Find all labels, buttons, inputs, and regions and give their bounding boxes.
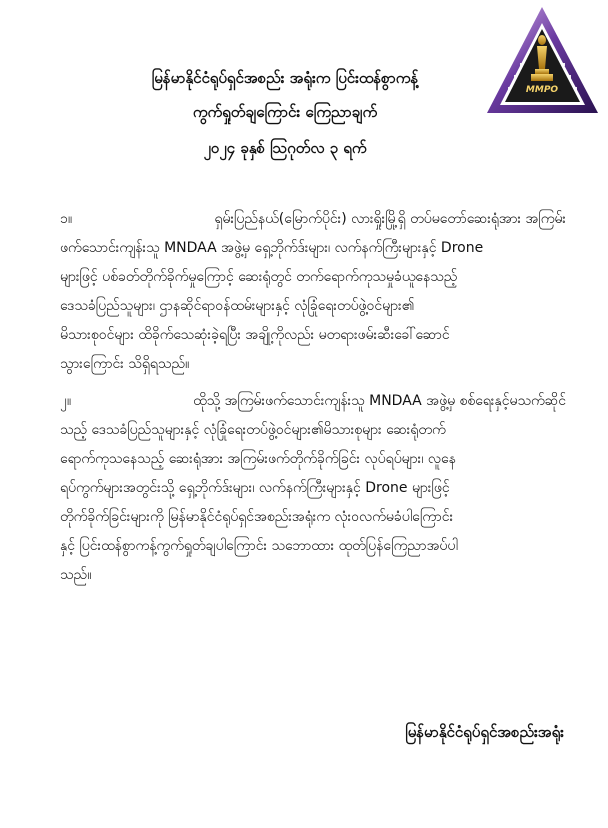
logo-label: MMPO bbox=[525, 85, 559, 95]
paragraph-line: တိုက်ခိုက်ခြင်းများကို မြန်မာနိုင်ငံရုပ်ရှင်အစည်းအရုံးက လုံးဝလက်မခံပါကြောင်း bbox=[60, 509, 454, 525]
signature: မြန်မာနိုင်ငံရုပ်ရှင်အစည်းအရုံး bbox=[405, 723, 564, 741]
mmpo-logo-graphic bbox=[484, 3, 601, 120]
paragraph-2 bbox=[60, 387, 566, 590]
paragraph-line: ဒေသခံပြည်သူများ၊ ဌာနဆိုင်ရာဝန်ထမ်းများနှင့် လုံခြုံရေးတပ်ဖွဲ့ဝင်များ၏ bbox=[60, 298, 415, 314]
paragraph-line: နှင့် ပြင်းထန်စွာကန့်ကွက်ရှုတ်ချပါကြောင်း သဘောထား ထုတ်ပြန်ကြေညာအပ်ပါ bbox=[60, 538, 458, 554]
paragraph-line: သည့် ဒေသခံပြည်သူများနှင့် လုံခြုံရေးတပ်ဖွဲ့ဝင်များ၏မိသားစုများ ဆေးရုံတက် bbox=[60, 422, 446, 438]
paragraph-line: ရောက်ကုသနေသည့် ဆေးရုံအား အကြမ်းဖက်တိုက်ခိုက်ခြင်း လုပ်ရပ်များ၊ လူနေ bbox=[60, 451, 456, 467]
paragraph-line bbox=[60, 387, 566, 416]
heading-line-2: ကွက်ရှုတ်ချကြောင်း ကြေညာချက် bbox=[192, 103, 378, 121]
paragraph-line: သည်။ bbox=[60, 567, 92, 583]
paragraph-line: မိသားစုဝင်များ ထိခိုက်သေဆုံးခဲ့ရပြီး အချို့ကိုလည်း မတရားဖမ်းဆီးခေါ်ဆောင် bbox=[60, 327, 450, 343]
mmpo-logo bbox=[484, 3, 601, 120]
paragraph-line: ရပ်ကွက်များအတွင်းသို့ ရှေ့ဘိုက်ဒ်းများ၊ လက်နက်ကြီးများနှင့် Drone များဖြင့် bbox=[60, 480, 450, 496]
paragraph-line: များဖြင့် ပစ်ခတ်တိုက်ခိုက်မှုကြောင့် ဆေးရုံတွင် တက်ရောက်ကုသမှုခံယူနေသည့် bbox=[60, 269, 458, 285]
paragraph-text: ရှမ်းပြည်နယ်(မြောက်ပိုင်း) လားရှိုးမြို့ရှိ တပ်မတော်ဆေးရုံအား အကြမ်း bbox=[214, 211, 566, 227]
paragraph-number: ၂။ bbox=[60, 393, 72, 409]
paragraph-number: ၁။ bbox=[60, 211, 73, 227]
heading-line-1: မြန်မာနိုင်ငံရုပ်ရှင်အစည်း အရုံးက ပြင်းထန်စွာကန့် bbox=[151, 69, 419, 87]
paragraph-line: သွားကြောင်း သိရှိရသည်။ bbox=[60, 356, 190, 372]
paragraph-line bbox=[60, 205, 566, 234]
paragraph-1 bbox=[60, 205, 566, 379]
paragraph-line: ဖက်သောင်းကျန်းသူ MNDAA အဖွဲ့မှ ရှေ့ဘိုက်ဒ်းများ၊ လက်နက်ကြီးများနှင့် Drone bbox=[60, 240, 484, 256]
paragraph-text: ထိုသို့ အကြမ်းဖက်သောင်းကျန်းသူ MNDAA အဖွဲ့မှ စစ်ရေးနှင့်မသက်ဆိုင် bbox=[193, 393, 566, 409]
heading-date: ၂၀၂၄ ခုနှစ် ဩဂုတ်လ ၃ ရက် bbox=[203, 139, 367, 157]
